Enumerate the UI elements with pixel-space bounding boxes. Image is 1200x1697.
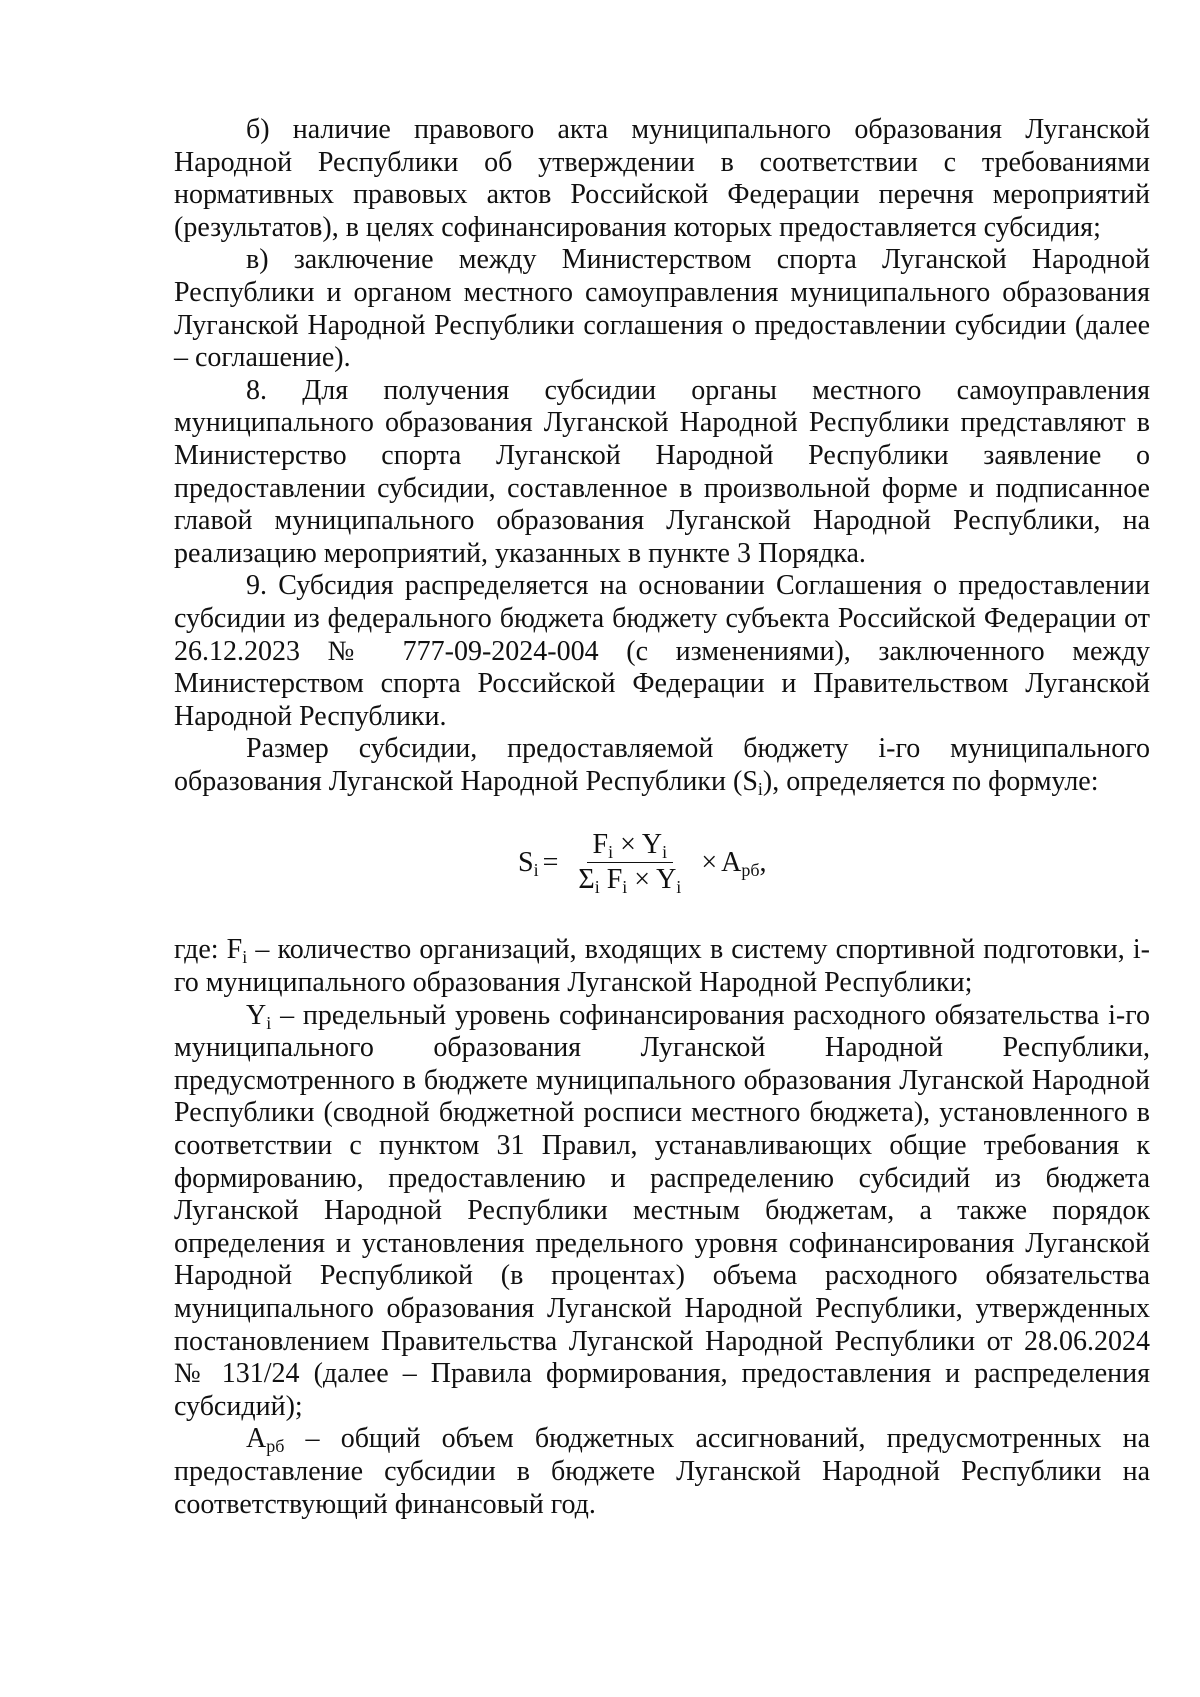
- formula-fraction: [572, 829, 687, 898]
- formula-a: $A_{рб}$,: [721, 846, 767, 880]
- formula-block: [174, 812, 1150, 924]
- subscript: i: [757, 778, 763, 799]
- definition-f: где: $F_i$ – количество организаций, входящих в систему спортивной подготовки, i-го муниципального образования Луганской Народной Республики;: [174, 934, 1150, 999]
- paragraph-9: 9. Субсидия распределяется на основании Соглашения о предоставлении субсидии из федерального бюджета бюджету субъекта Российской Федерации от 26.12.2023 № 777-09-2024-004 (с изменениями), заключенного между Министерством спорта Российской Федерации и Правительством Луганской Народной Республики.: [174, 570, 1150, 732]
- definition-y: $Y_i$ – предельный уровень софинансирования расходного обязательства i-го муниципального образования Луганской Народной Республики, предусмотренного в бюджете муниципального образования Луганской Народной Республики (сводной бюджетной росписи местного бюджета), установленного в соответствии с пунктом 31 Правил, устанавливающих общие требования к формированию, предоставлению и распределению субсидий из бюджета Луганской Народной Республики местным бюджетам, а также порядок определения и установления предельного уровня софинансирования Луганской Народной Республикой (в процентах) объема расходного обязательства муниципального образования Луганской Народной Республики, утвержденных постановлением Правительства Луганской Народной Республики от 28.06.2024 № 131/24 (далее – Правила формирования, предоставления и распределения субсидий);: [174, 999, 1150, 1422]
- formula-lhs: $S_i$: [518, 846, 539, 880]
- subsidy-size-text-start: Размер субсидии, предоставляемой бюджету i-го муниципального образования Луганской Народной Республики (S: [174, 733, 1150, 797]
- document-page: [174, 114, 1150, 1521]
- formula-equals: =: [542, 846, 559, 878]
- formula: [518, 829, 767, 898]
- formula-numerator: $F_i \times Y_i$: [587, 830, 674, 863]
- formula-denominator: $\Sigma_i$ $F_i \times Y_i$: [578, 864, 682, 898]
- definition-a: $A_{рб}$ – общий объем бюджетных ассигнований, предусмотренных на предоставление субсидии в бюджете Луганской Народной Республики на соответствующий финансовый год.: [174, 1423, 1150, 1520]
- subsidy-size-text-end: ), определяется по формуле:: [762, 765, 1099, 797]
- formula-times: ×: [701, 846, 718, 878]
- paragraph-b: б) наличие правового акта муниципального образования Луганской Народной Республики об утверждении в соответствии с требованиями нормативных правовых актов Российской Федерации перечня мероприятий (результатов), в целях софинансирования которых предоставляется субсидия;: [174, 114, 1150, 243]
- paragraph-subsidy-size: [174, 733, 1150, 798]
- paragraph-v: в) заключение между Министерством спорта Луганской Народной Республики и органом местного самоуправления муниципального образования Луганской Народной Республики соглашения о предоставлении субсидии (далее – соглашение).: [174, 244, 1150, 374]
- paragraph-8: 8. Для получения субсидии органы местного самоуправления муниципального образования Луганской Народной Республики представляют в Министерство спорта Луганской Народной Республики заявление о предоставлении субсидии, составленное в произвольной форме и подписанное главой муниципального образования Луганской Народной Республики, на реализацию мероприятий, указанных в пункте 3 Порядка.: [174, 374, 1150, 569]
